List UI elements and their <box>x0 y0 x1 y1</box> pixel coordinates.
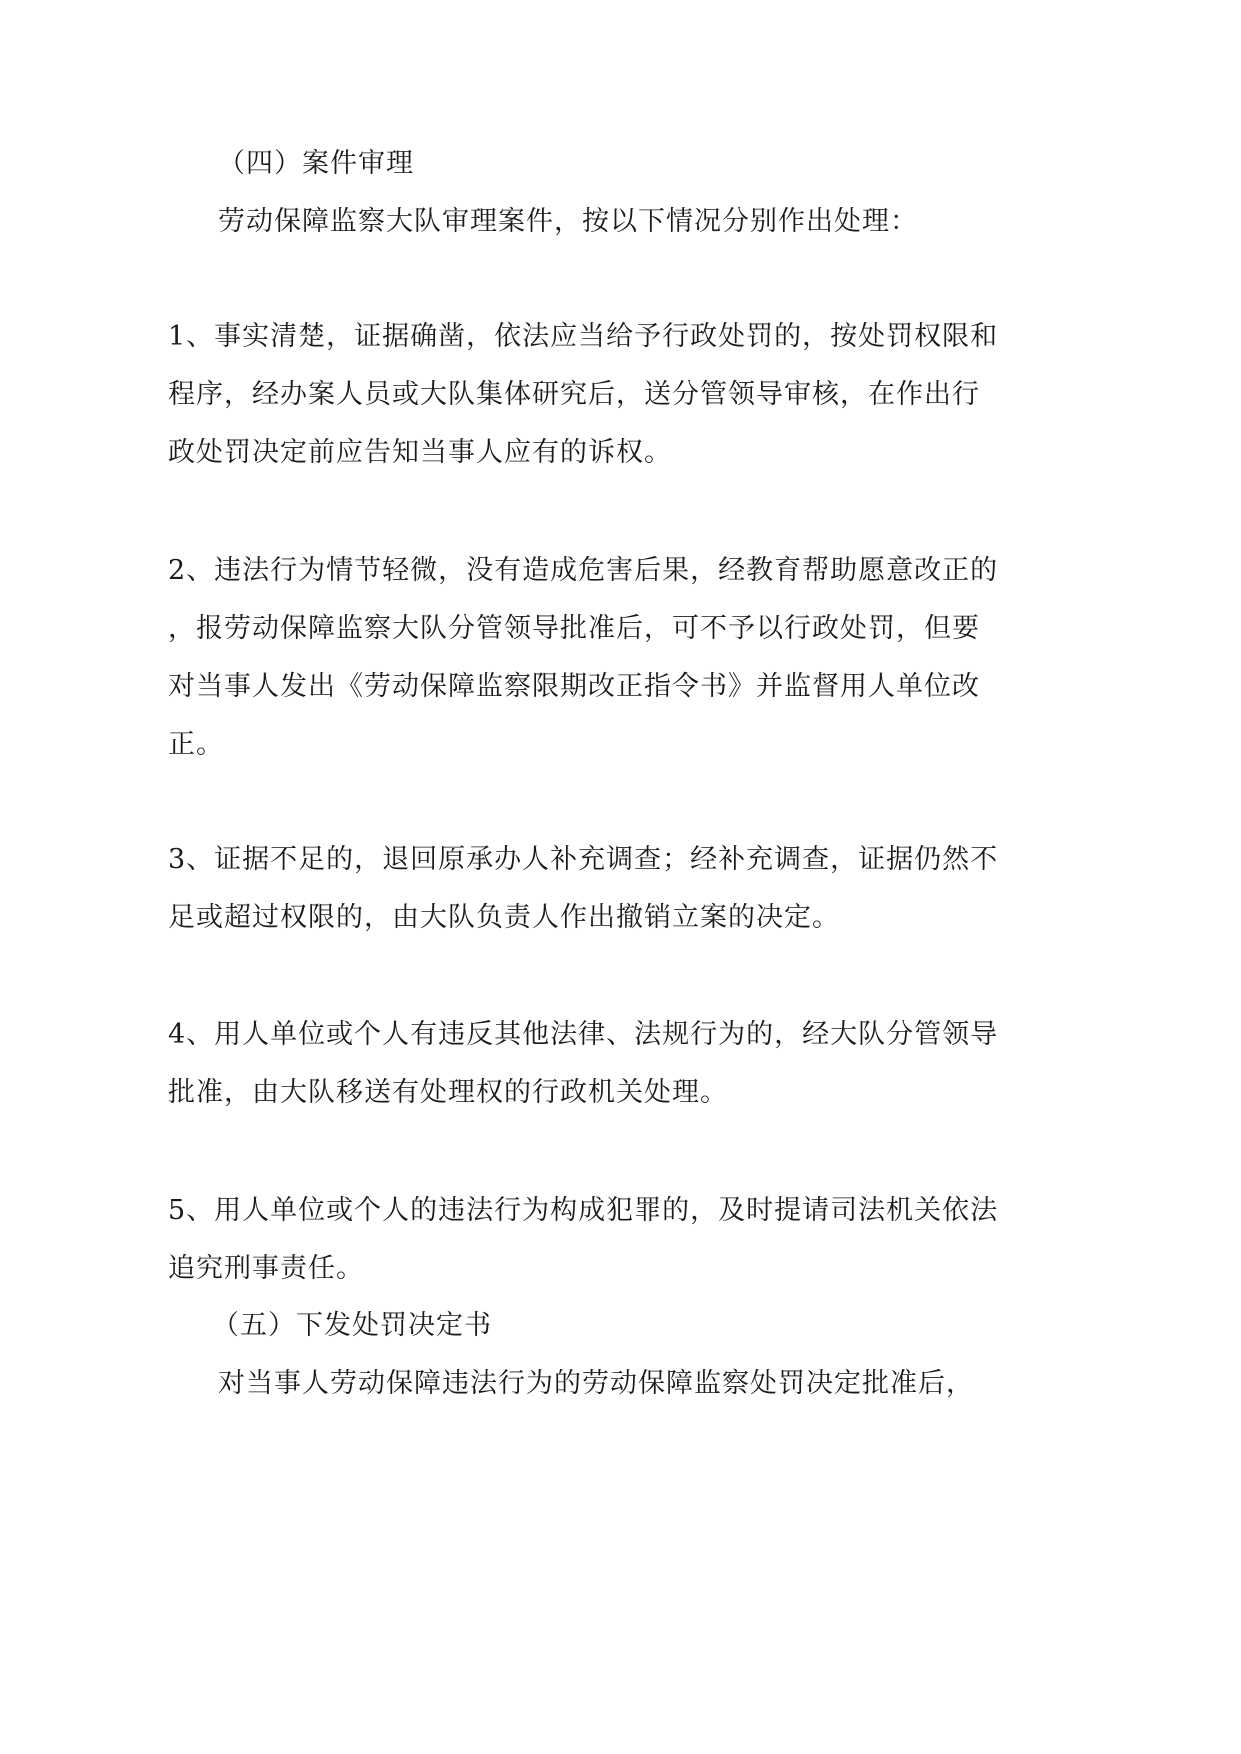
item-2-line-1: 2、违法行为情节轻微，没有造成危害后果，经教育帮助愿意改正的 <box>168 555 999 586</box>
item-3-line-1: 3、证据不足的，退回原承办人补充调查；经补充调查，证据仍然不 <box>168 844 999 875</box>
item-1-line-2: 程序，经办案人员或大队集体研究后，送分管领导审核，在作出行 <box>168 379 980 410</box>
intro-paragraph: 劳动保障监察大队审理案件，按以下情况分别作出处理： <box>218 206 918 237</box>
section-heading-5: （五）下发处罚决定书 <box>212 1310 492 1341</box>
item-2-line-2: ，报劳动保障监察大队分管领导批准后，可不予以行政处罚，但要 <box>168 613 980 644</box>
last-paragraph-line: 对当事人劳动保障违法行为的劳动保障监察处罚决定批准后， <box>218 1368 974 1399</box>
item-3-line-2: 足或超过权限的，由大队负责人作出撤销立案的决定。 <box>168 902 840 933</box>
item-4-line-1: 4、用人单位或个人有违反其他法律、法规行为的，经大队分管领导 <box>168 1019 999 1050</box>
item-2-line-3: 对当事人发出《劳动保障监察限期改正指令书》并监督用人单位改 <box>168 671 980 702</box>
item-1-line-3: 政处罚决定前应告知当事人应有的诉权。 <box>168 437 672 468</box>
item-2-line-4: 正。 <box>168 729 224 760</box>
item-1-line-1: 1、事实清楚，证据确凿，依法应当给予行政处罚的，按处罚权限和 <box>168 321 999 352</box>
item-5-line-1: 5、用人单位或个人的违法行为构成犯罪的，及时提请司法机关依法 <box>168 1195 999 1226</box>
item-5-line-2: 追究刑事责任。 <box>168 1253 364 1284</box>
item-4-line-2: 批准，由大队移送有处理权的行政机关处理。 <box>168 1077 728 1108</box>
section-heading-4: （四）案件审理 <box>218 148 414 179</box>
